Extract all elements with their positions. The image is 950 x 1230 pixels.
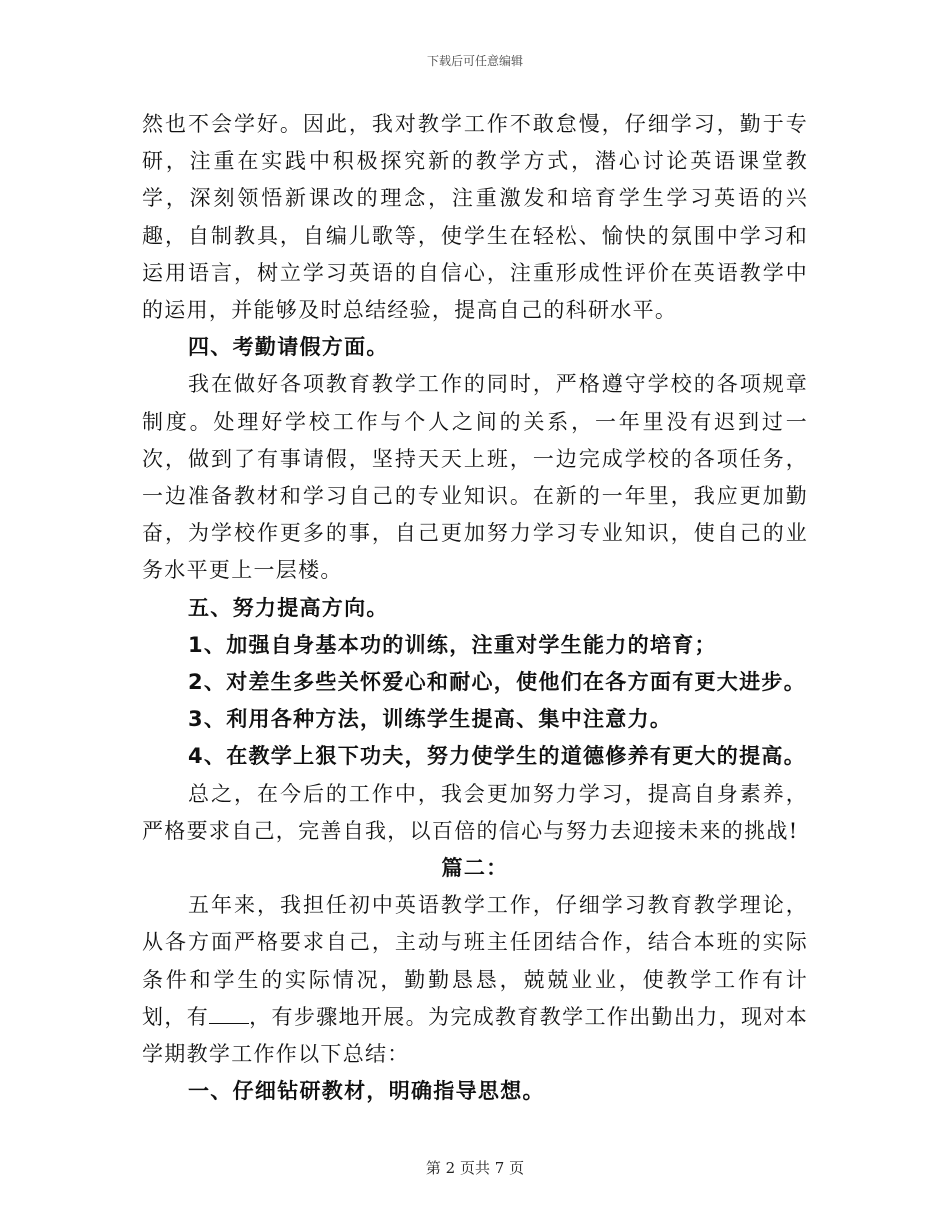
paragraph	[142, 887, 808, 1073]
document-body	[142, 106, 808, 1110]
section-heading: 五、努力提高方向。	[188, 595, 389, 620]
paragraph: 总之，在今后的工作中，我会更加努力学习，提高自身素养，严格要求自己，完善自我，以百倍的信心与努力去迎接未来的挑战!	[142, 781, 808, 843]
section-heading: 四、考勤请假方面。	[188, 335, 389, 360]
section-title: 篇二：	[441, 856, 509, 881]
paragraph-text: 五年来，我担任初中英语教学工作，仔细学习教育教学理论，从各方面严格要求自己，主动与班主任团结合作，结合本班的实际条件和学生的实际情况，勤勤恳恳，兢兢业业，使教学工作有计划，有	[142, 893, 808, 1029]
page-header: 下载后可任意编辑	[426, 54, 523, 68]
list-item: 4、在教学上狠下功夫，努力使学生的道德修养有更大的提高。	[188, 744, 807, 769]
section-heading: 一、仔细钻研教材，明确指导思想。	[188, 1079, 545, 1104]
paragraph-text: ，有步骤地开展。为完成教育教学工作出勤出力，现对本学期教学工作作以下总结：	[142, 1004, 808, 1067]
fill-blank	[209, 1005, 249, 1024]
paragraph: 然也不会学好。因此，我对教学工作不敢怠慢，仔细学习，勤于专研，注重在实践中积极探究新的教学方式，潜心讨论英语课堂教学，深刻领悟新课改的理念，注重激发和培育学生学习英语的兴趣，自制教具，自编儿歌等，使学生在轻松、愉快的氛围中学习和运用语言，树立学习英语的自信心，注重形成性评价在英语教学中的运用，并能够及时总结经验，提高自己的科研水平。	[142, 112, 808, 323]
list-item: 3、利用各种方法，训练学生提高、集中注意力。	[188, 707, 673, 732]
list-item: 2、对差生多些关怀爱心和耐心，使他们在各方面有更大进步。	[188, 670, 807, 695]
paragraph: 我在做好各项教育教学工作的同时，严格遵守学校的各项规章制度。处理好学校工作与个人之间的关系，一年里没有迟到过一次，做到了有事请假，坚持天天上班，一边完成学校的各项任务，一边准备教材和学习自己的专业知识。在新的一年里，我应更加勤奋，为学校作更多的事，自己更加努力学习专业知识，使自己的业务水平更上一层楼。	[142, 372, 808, 583]
page-footer: 第 2 页共 7 页	[425, 1159, 525, 1177]
list-item: 1、加强自身基本功的训练，注重对学生能力的培育；	[188, 632, 717, 657]
